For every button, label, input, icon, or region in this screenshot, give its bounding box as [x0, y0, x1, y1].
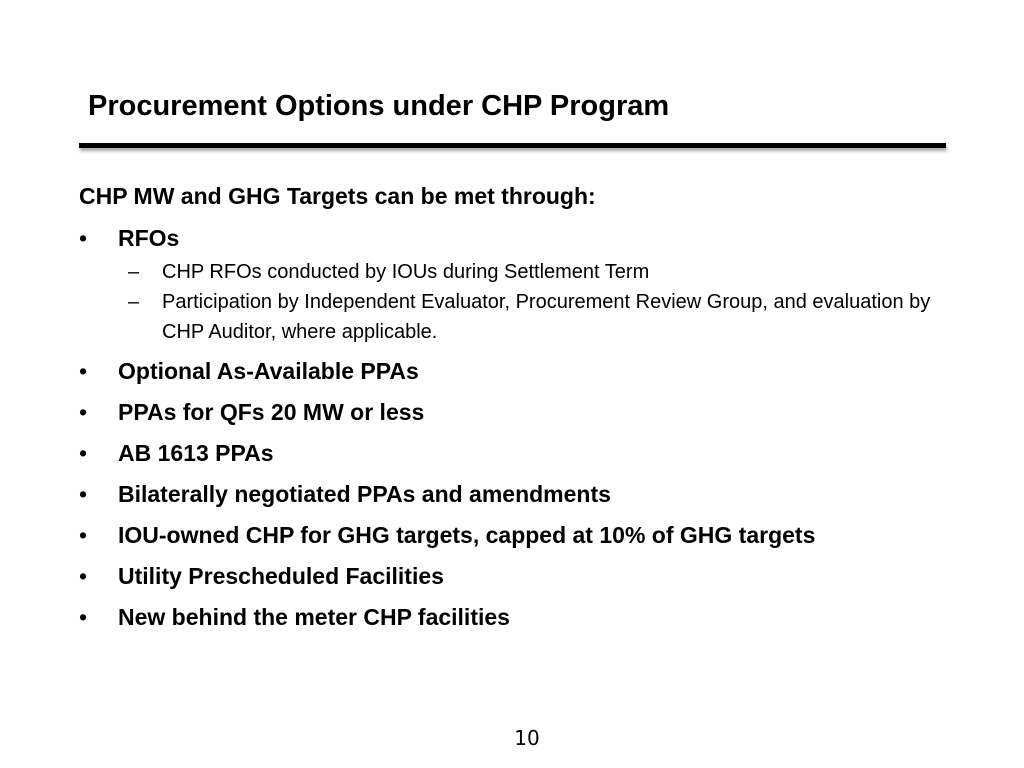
page-number: 10 — [514, 726, 540, 750]
bullet-item — [79, 396, 949, 429]
bullet-marker: • — [79, 604, 88, 630]
bullet-marker: • — [79, 481, 88, 507]
bullet-marker: • — [79, 225, 88, 251]
sub-bullet-text: CHP RFOs conducted by IOUs during Settlement Term — [162, 261, 650, 283]
bullet-item — [79, 355, 949, 388]
bullet-text: IOU-owned CHP for GHG targets, capped at 10% of GHG targets — [118, 522, 816, 548]
bullet-item-rfos — [79, 222, 949, 347]
sub-bullet-item — [118, 257, 942, 287]
bullet-item — [79, 601, 949, 634]
bullet-text: New behind the meter CHP facilities — [118, 604, 510, 630]
bullet-marker: • — [79, 563, 88, 589]
bullet-item — [79, 560, 949, 593]
bullet-text: RFOs — [118, 225, 180, 251]
sub-bullet-marker: – — [128, 261, 140, 283]
bullet-list — [79, 222, 949, 642]
bullet-marker: • — [79, 440, 88, 466]
bullet-item — [79, 519, 949, 552]
bullet-text: AB 1613 PPAs — [118, 440, 274, 466]
bullet-item — [79, 437, 949, 470]
bullet-marker: • — [79, 522, 88, 548]
bullet-text: Bilaterally negotiated PPAs and amendments — [118, 481, 611, 507]
title-divider — [79, 143, 946, 148]
sub-bullet-text: Participation by Independent Evaluator, Procurement Review Group, and evaluation by CHP Auditor, where applicable. — [162, 291, 931, 343]
bullet-item — [79, 478, 949, 511]
slide-title: Procurement Options under CHP Program — [88, 90, 670, 122]
bullet-marker: • — [79, 358, 88, 384]
sub-bullet-list — [118, 257, 949, 347]
bullet-text: PPAs for QFs 20 MW or less — [118, 399, 425, 425]
bullet-text: Optional As-Available PPAs — [118, 358, 419, 384]
sub-bullet-marker: – — [128, 291, 140, 313]
bullet-text: Utility Prescheduled Facilities — [118, 563, 444, 589]
bullet-marker: • — [79, 399, 88, 425]
sub-bullet-item — [118, 287, 942, 347]
intro-text: CHP MW and GHG Targets can be met through: — [79, 183, 596, 209]
